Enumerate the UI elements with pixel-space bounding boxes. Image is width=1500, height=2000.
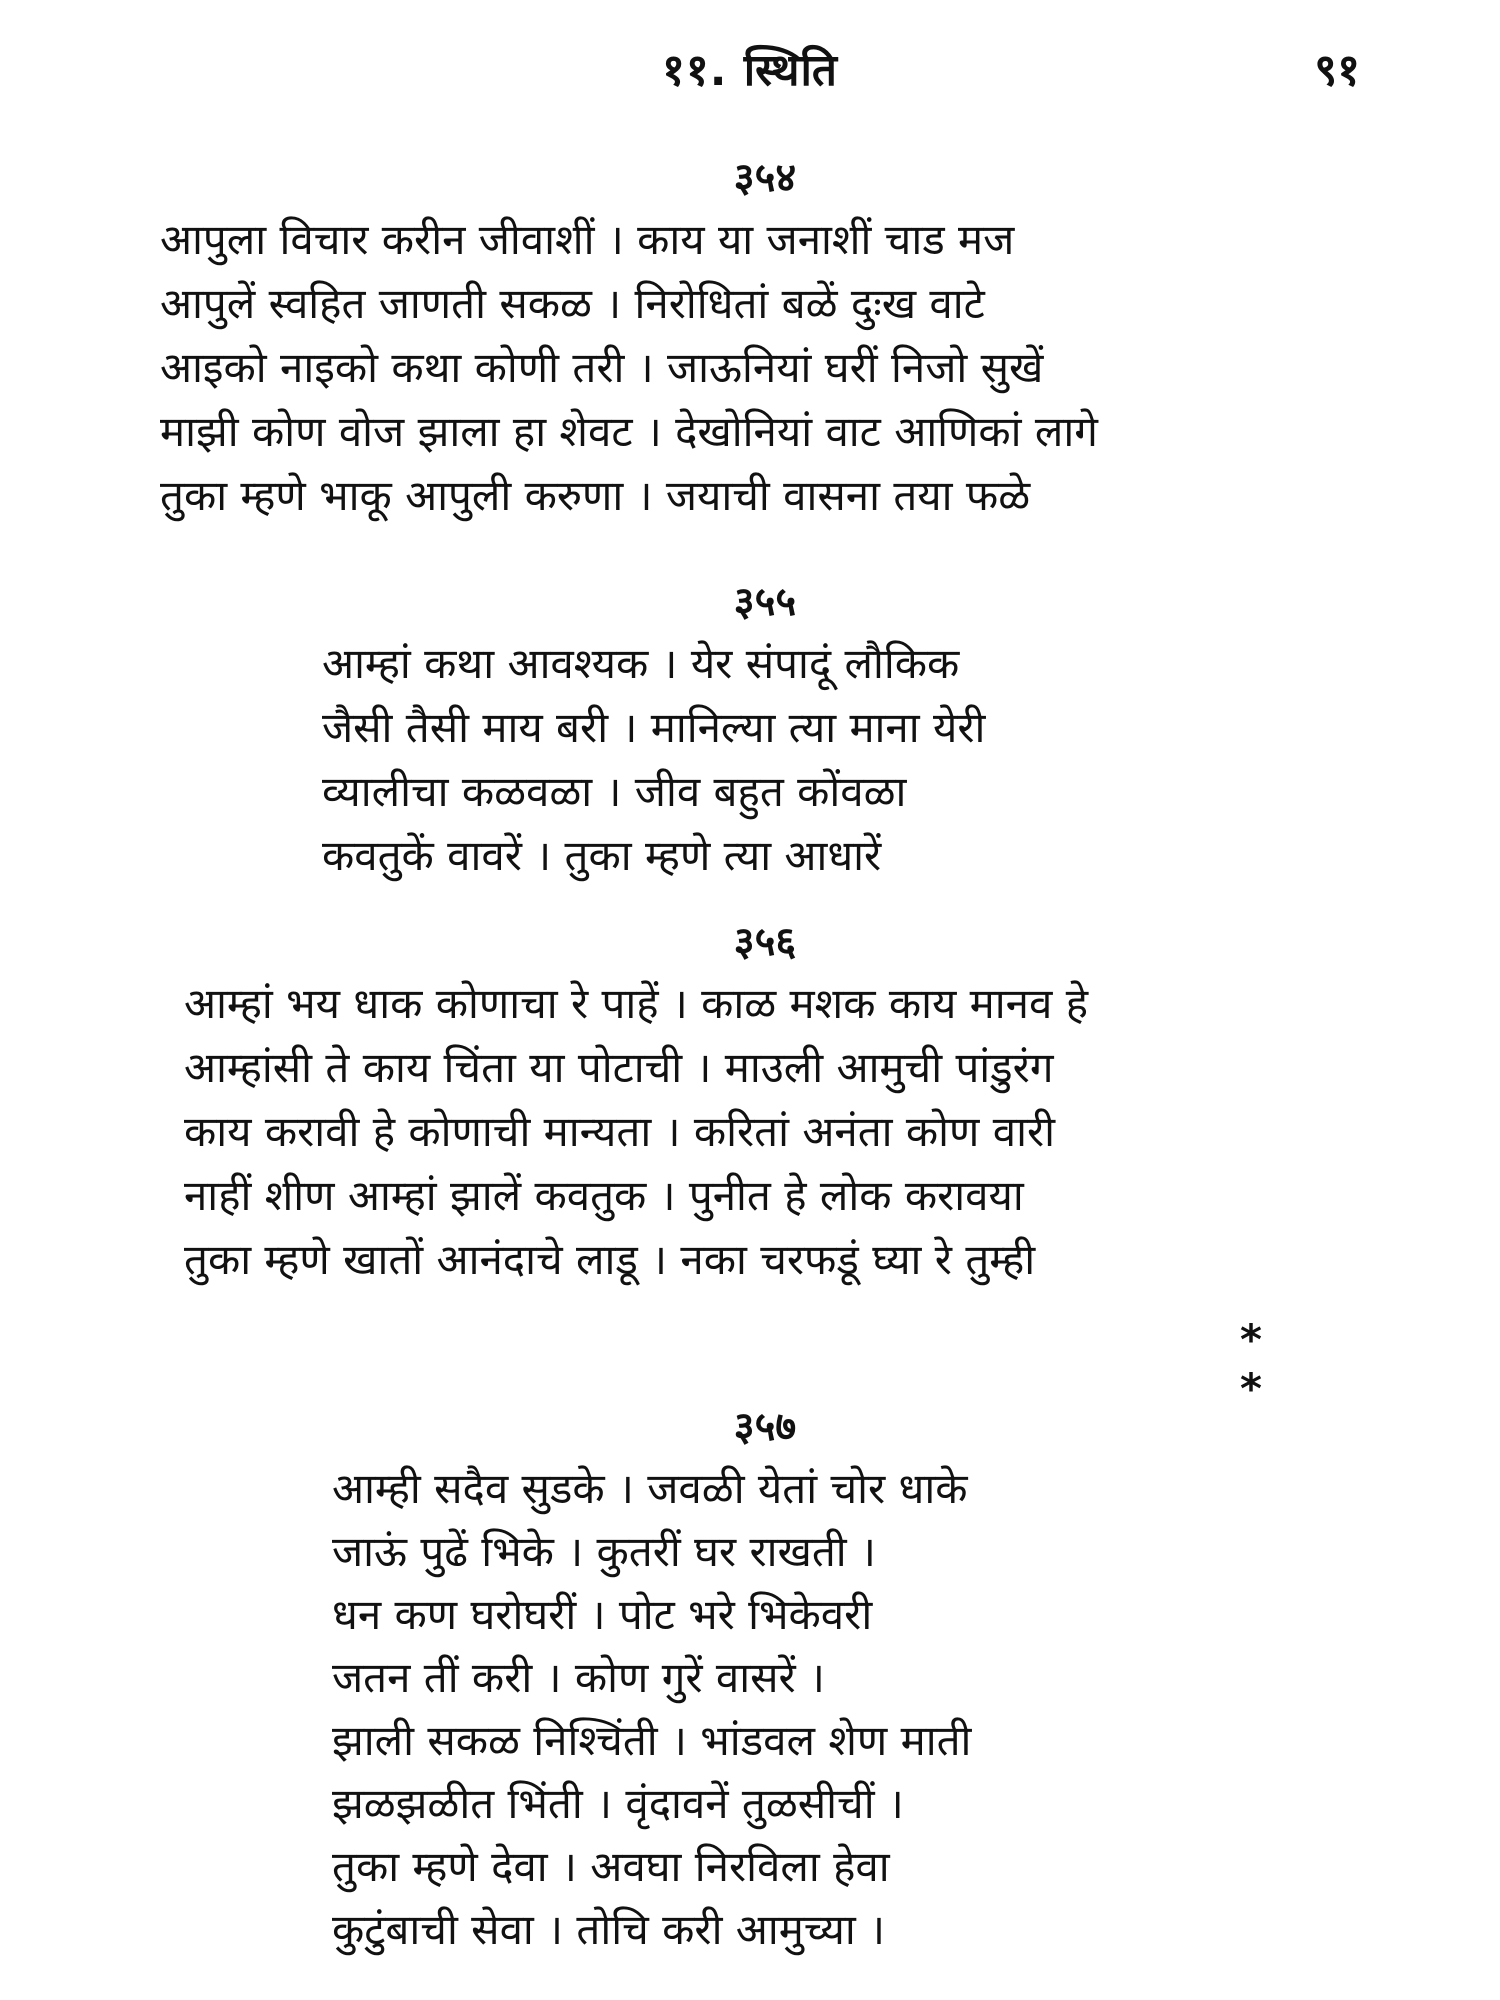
verse-line: धन कण घरोघरीं । पोट भरे भिकेवरी <box>332 1590 873 1639</box>
verse-list <box>184 972 1500 1292</box>
verse-line: आपुलें स्वहित जाणती सकळ । निरोधितां बळें दुःख वाटे <box>160 279 985 328</box>
verse-line: तुका म्हणे खातों आनंदाचे लाडू । नका चरफडूं घ्या रे तुम्ही <box>184 1235 1036 1284</box>
verse-line: तुका म्हणे देवा । अवघा निरविला हेवा <box>332 1842 890 1891</box>
verse-line: आम्हां भय धाक कोणाचा रे पाहें । काळ मशक काय मानव हे <box>184 979 1088 1028</box>
running-title: ११. स्थिति <box>661 45 839 96</box>
poem-number: ३५७ <box>733 1404 797 1450</box>
poem-356 <box>0 912 1500 1292</box>
verse-list <box>322 632 1500 888</box>
verse-list <box>332 1457 1500 1961</box>
poem-number: ३५४ <box>733 155 797 201</box>
verse-line: जाऊं पुढें भिके । कुतरीं घर राखती । <box>332 1527 876 1576</box>
verse-line: जतन तीं करी । कोण गुरें वासरें । <box>332 1653 825 1702</box>
poem-354 <box>0 148 1500 528</box>
page-header <box>0 38 1500 98</box>
poem-357 <box>0 1397 1500 1961</box>
verse-line: आम्ही सदैव सुडके । जवळी येतां चोर धाके <box>332 1464 968 1513</box>
verse-line: झळझळीत भिंती । वृंदावनें तुळसीचीं । <box>332 1779 904 1828</box>
verse-line: आम्हांसी ते काय चिंता या पोटाची । माउली आमुची पांडुरंग <box>184 1043 1054 1092</box>
section-separator: * * <box>1240 1315 1332 1413</box>
verse-line: तुका म्हणे भाकू आपुली करुणा । जयाची वासना तया फळे <box>160 471 1031 520</box>
verse-list <box>160 208 1500 528</box>
verse-line: आम्हां कथा आवश्यक । येर संपादूं लौकिक <box>322 639 960 688</box>
verse-line: व्यालीचा कळवळा । जीव बहुत कोंवळा <box>322 767 907 816</box>
verse-line: काय करावी हे कोणाची मान्यता । करितां अनंता कोण वारी <box>184 1107 1056 1156</box>
poem-number: ३५६ <box>733 919 797 965</box>
verse-line: झाली सकळ निश्चिंती । भांडवल शेण माती <box>332 1716 972 1765</box>
verse-line: आइको नाइको कथा कोणी तरी । जाऊनियां घरीं निजो सुखें <box>160 343 1044 392</box>
poem-number: ३५५ <box>733 579 797 625</box>
verse-line: माझी कोण वोज झाला हा शेवट । देखोनियां वाट आणिकां लागे <box>160 407 1098 456</box>
page-number: ९१ <box>1314 45 1360 96</box>
verse-line: नाहीं शीण आम्हां झालें कवतुक । पुनीत हे लोक करावया <box>184 1171 1024 1220</box>
verse-line: आपुला विचार करीन जीवाशीं । काय या जनाशीं चाड मज <box>160 215 1015 264</box>
verse-line: कुटुंबाची सेवा । तोचि करी आमुच्या । <box>332 1905 885 1954</box>
verse-line: कवतुकें वावरें । तुका म्हणे त्या आधारें <box>322 831 882 880</box>
poem-355 <box>0 572 1500 888</box>
verse-line: जैसी तैसी माय बरी । मानिल्या त्या माना येरी <box>322 703 986 752</box>
